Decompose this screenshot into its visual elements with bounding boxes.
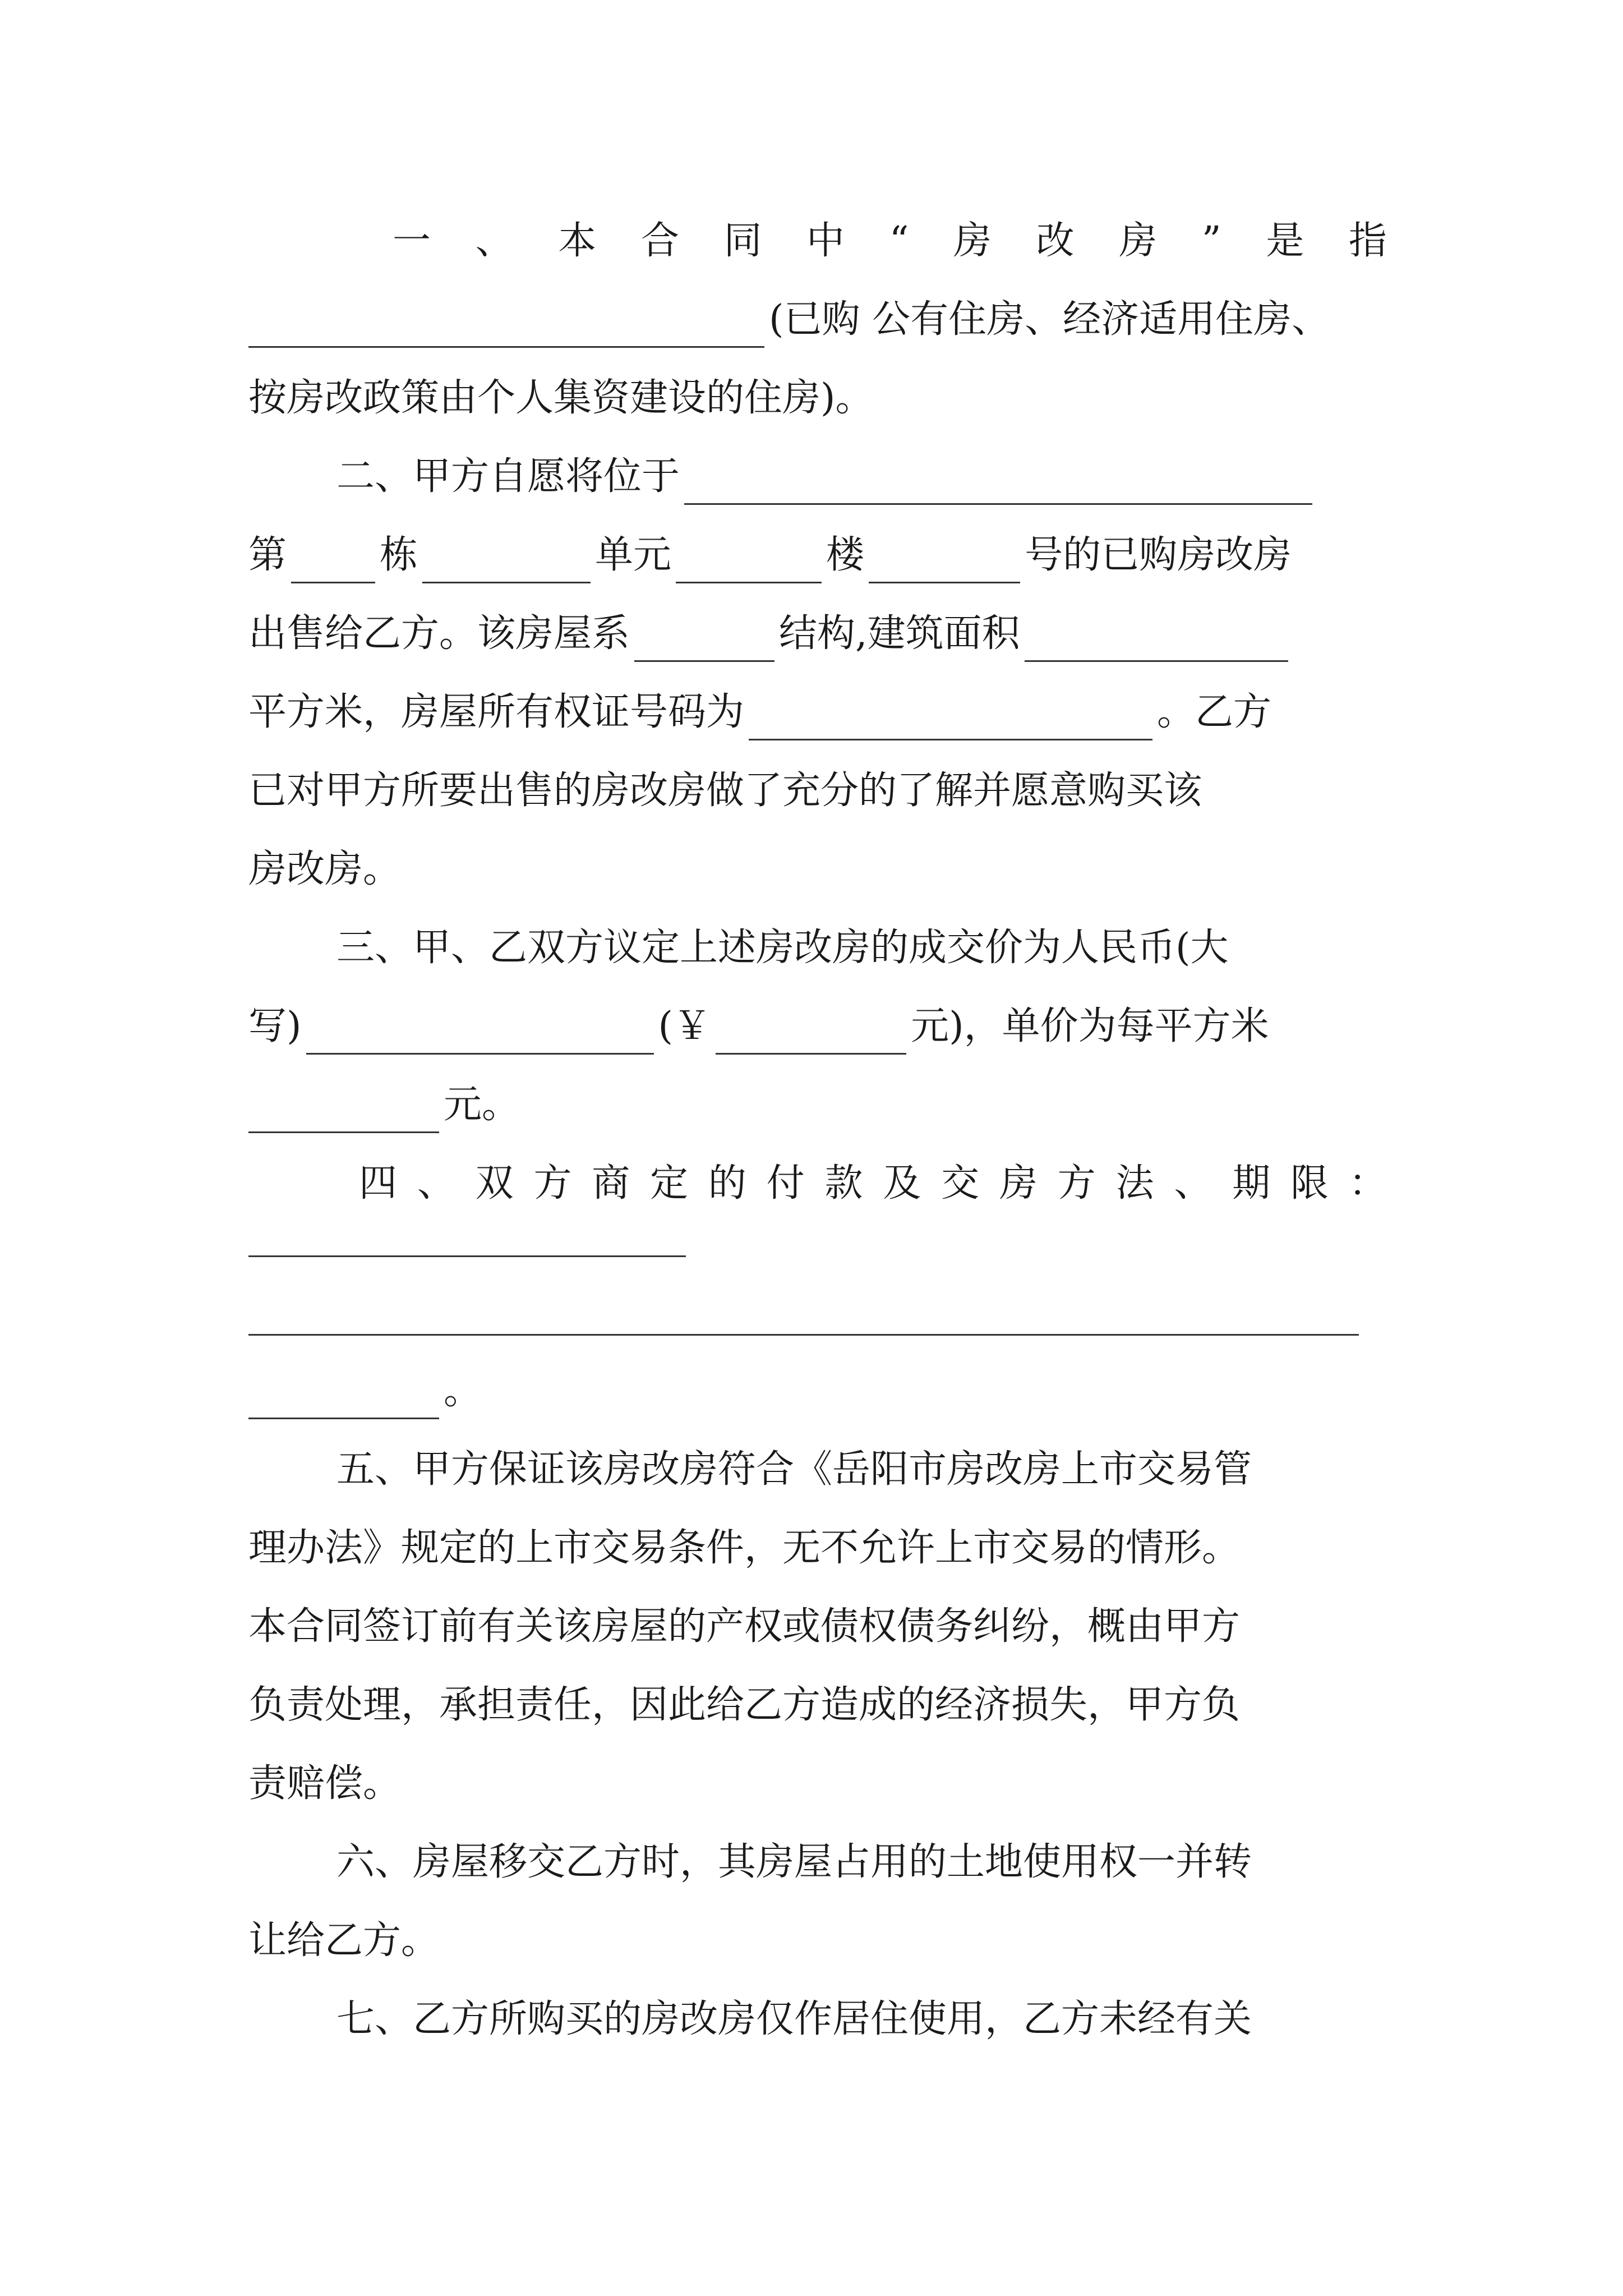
clause3-line2 bbox=[248, 999, 1387, 1055]
c4-char: 付 bbox=[766, 1161, 805, 1205]
c1-char: 房 bbox=[1119, 219, 1158, 263]
clause5-line4: 负责处理，承担责任，因此给乙方造成的经济损失，甲方负 bbox=[248, 1683, 1241, 1727]
clause5-line2: 理办法》规定的上市交易条件，无不允许上市交易的情形。 bbox=[248, 1526, 1241, 1570]
clause5-line5: 责赔偿。 bbox=[248, 1761, 402, 1806]
blank-unit[interactable] bbox=[422, 540, 591, 583]
blank-floor[interactable] bbox=[676, 540, 822, 583]
c4-char: 期 bbox=[1232, 1161, 1271, 1205]
c4-char: 限 bbox=[1290, 1161, 1329, 1205]
c3-text: 写) bbox=[248, 1004, 302, 1048]
c4-char: 款 bbox=[824, 1161, 863, 1205]
c1-char: 房 bbox=[953, 219, 992, 263]
c1-char: 是 bbox=[1266, 219, 1304, 263]
clause3-line3 bbox=[248, 1077, 1387, 1133]
clause2-line3 bbox=[248, 606, 1387, 662]
c1-char: 合 bbox=[640, 219, 679, 263]
c4-char: 定 bbox=[650, 1161, 689, 1205]
c4-char: 方 bbox=[1057, 1161, 1096, 1205]
c4-text: 。 bbox=[444, 1369, 482, 1413]
clause4-line1 bbox=[359, 1156, 1387, 1212]
clause2-line6: 房改房。 bbox=[248, 847, 402, 891]
c2-text: 栋 bbox=[380, 533, 418, 577]
c1-char: 同 bbox=[723, 219, 762, 263]
clause5-line1: 五、甲方保证该房改房符合《岳阳市房改房上市交易管 bbox=[336, 1447, 1252, 1492]
c1-char: 指 bbox=[1348, 219, 1387, 263]
clause1-line2 bbox=[248, 292, 1387, 348]
c4-char: 双 bbox=[475, 1161, 514, 1205]
c4-char: 的 bbox=[708, 1161, 746, 1205]
blank-payment-line1[interactable] bbox=[248, 1255, 686, 1257]
blank-room[interactable] bbox=[869, 540, 1020, 583]
c1-char: 一 bbox=[393, 219, 431, 263]
clause2-line2 bbox=[248, 527, 1387, 583]
c4-char: 商 bbox=[592, 1161, 630, 1205]
c1-char: 中 bbox=[806, 219, 845, 263]
c4-char: 、 bbox=[417, 1161, 455, 1205]
c4-char: 交 bbox=[941, 1161, 980, 1205]
c3-text: (￥ bbox=[658, 1004, 712, 1048]
c4-char: 及 bbox=[883, 1161, 921, 1205]
blank-building[interactable] bbox=[291, 540, 375, 583]
blank-certificate[interactable] bbox=[749, 697, 1152, 740]
clause2-line4 bbox=[248, 684, 1387, 740]
clause6-line1: 六、房屋移交乙方时，其房屋占用的土地使用权一并转 bbox=[336, 1840, 1252, 1884]
c4-char: 房 bbox=[999, 1161, 1038, 1205]
c1-char: “ bbox=[889, 219, 909, 263]
blank-structure[interactable] bbox=[634, 619, 774, 662]
clause1-line3: 按房改政策由个人集资建设的住房)。 bbox=[248, 376, 874, 420]
blank-price-words[interactable] bbox=[306, 1011, 654, 1055]
clause3-line1: 三、甲、乙双方议定上述房改房的成交价为人民币(大 bbox=[336, 926, 1229, 970]
clause5-line3: 本合同签订前有关该房屋的产权或债权债务纠纷，概由甲方 bbox=[248, 1604, 1241, 1649]
clause7-line1: 七、乙方所购买的房改房仅作居住使用，乙方未经有关 bbox=[336, 1997, 1252, 2041]
c2-text: 号的已购房改房 bbox=[1025, 533, 1292, 577]
c2-text: 出售给乙方。该房屋系 bbox=[248, 611, 630, 656]
clause2-line5: 已对甲方所要出售的房改房做了充分的了解并愿意购买该 bbox=[248, 769, 1202, 813]
c4-char: 方 bbox=[533, 1161, 572, 1205]
c2-text: 二、甲方自愿将位于 bbox=[336, 454, 680, 499]
clause6-line2: 让给乙方。 bbox=[248, 1918, 440, 1963]
c2-text: 。乙方 bbox=[1157, 690, 1272, 734]
c1-char: 、 bbox=[475, 219, 514, 263]
blank-unit-price[interactable] bbox=[248, 1090, 439, 1133]
c1-char: 本 bbox=[558, 219, 597, 263]
c1-char: 改 bbox=[1036, 219, 1075, 263]
c2-text: 单元 bbox=[595, 533, 672, 577]
c3-text: 元。 bbox=[444, 1083, 520, 1127]
clause1-line1 bbox=[393, 213, 1387, 269]
c2-text: 第 bbox=[248, 533, 287, 577]
c4-char: 法 bbox=[1115, 1161, 1154, 1205]
c2-text: 平方米，房屋所有权证号码为 bbox=[248, 690, 745, 734]
blank-definition[interactable] bbox=[248, 305, 764, 348]
c1-char: ” bbox=[1201, 219, 1221, 263]
c2-text: 楼 bbox=[826, 533, 865, 577]
c2-text: 结构,建筑面积 bbox=[779, 611, 1020, 656]
blank-payment-line3[interactable] bbox=[248, 1376, 439, 1419]
c4-char: 、 bbox=[1174, 1161, 1212, 1205]
c3-text: 元)，单价为每平方米 bbox=[911, 1004, 1269, 1048]
blank-price-number[interactable] bbox=[716, 1011, 906, 1055]
c1-text: (已购 公有住房、经济适用住房、 bbox=[769, 297, 1330, 342]
clause2-line1 bbox=[336, 449, 1387, 505]
blank-location[interactable] bbox=[684, 462, 1312, 505]
c4-char: ： bbox=[1348, 1161, 1387, 1205]
clause4-line4 bbox=[248, 1363, 1387, 1419]
c4-char: 四 bbox=[359, 1161, 398, 1205]
blank-payment-line2[interactable] bbox=[248, 1334, 1359, 1336]
blank-area[interactable] bbox=[1025, 619, 1288, 662]
